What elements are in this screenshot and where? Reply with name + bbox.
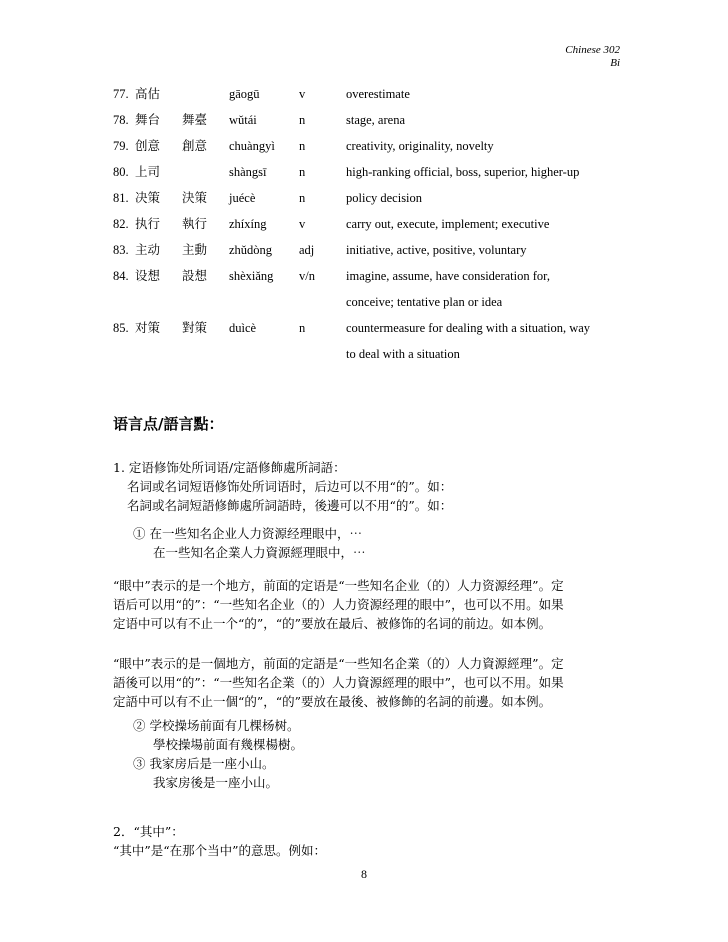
vocab-definition-continued: to deal with a situation <box>346 347 460 361</box>
vocab-simplified: 设想 <box>135 268 161 283</box>
vocab-definition: imagine, assume, have consideration for, <box>346 269 550 283</box>
vocab-simplified: 主动 <box>135 242 161 257</box>
author-name: Bi <box>610 57 620 69</box>
vocab-row <box>113 138 633 164</box>
vocab-part-of-speech: v <box>299 87 306 101</box>
vocab-row <box>113 112 633 138</box>
vocab-traditional: 主動 <box>182 242 208 257</box>
vocab-definition: overestimate <box>346 87 410 101</box>
vocab-simplified: 舞台 <box>135 112 161 127</box>
course-name: Chinese 302 <box>565 44 620 56</box>
paragraph-line: “眼中”表示的是一個地方，前面的定語是“一些知名企業（的）人力資源經理”。定 <box>113 656 564 671</box>
vocab-row <box>113 190 633 216</box>
vocab-number: 83. <box>113 243 129 257</box>
example-sentence-simplified: ② 学校操场前面有几棵杨树。 <box>133 718 300 733</box>
grammar-explanation-simplified: 名词或名词短语修饰处所词语时，后边可以不用“的”。如： <box>127 479 453 494</box>
vocab-traditional: 創意 <box>182 138 208 153</box>
grammar-point-2 <box>113 822 633 860</box>
vocab-pinyin: shèxiǎng <box>229 269 274 283</box>
vocab-definition-continued: conceive; tentative plan or idea <box>346 295 503 309</box>
examples-2-3 <box>113 716 633 792</box>
paragraph-line: 定語中可以有不止一個“的”，“的”要放在最後、被修飾的名詞的前邊。如本例。 <box>113 694 552 709</box>
vocab-pinyin: duìcè <box>229 321 257 335</box>
vocab-simplified: 高估 <box>135 86 161 101</box>
vocab-part-of-speech: n <box>299 139 306 153</box>
vocab-row <box>113 268 633 294</box>
example-1 <box>113 524 633 562</box>
vocab-number: 81. <box>113 191 129 205</box>
vocab-pinyin: shàngsī <box>229 165 267 179</box>
example-sentence-traditional: 學校操場前面有幾棵楊樹。 <box>153 737 304 752</box>
vocab-definition: carry out, execute, implement; executive <box>346 217 550 231</box>
vocab-simplified: 创意 <box>135 138 161 153</box>
explanation-paragraph-traditional <box>113 654 633 711</box>
vocab-row-continuation <box>113 294 633 320</box>
vocab-traditional: 對策 <box>182 320 208 335</box>
vocab-part-of-speech: adj <box>299 243 315 257</box>
paragraph-line: 语后可以用“的”：“一些知名企业（的）人力资源经理的眼中”，也可以不用。如果 <box>113 597 564 612</box>
example-sentence-simplified: ③ 我家房后是一座小山。 <box>133 756 275 771</box>
vocab-pinyin: chuàngyì <box>229 139 275 153</box>
vocab-definition: countermeasure for dealing with a situation, way <box>346 321 591 335</box>
vocab-number: 77. <box>113 87 129 101</box>
vocab-part-of-speech: n <box>299 165 306 179</box>
example-sentence-simplified: ① 在一些知名企业人力资源经理眼中，⋯ <box>133 526 362 541</box>
vocab-definition: stage, arena <box>346 113 405 127</box>
vocab-traditional: 設想 <box>182 268 208 283</box>
paragraph-line: 語後可以用“的”：“一些知名企業（的）人力資源經理的眼中”，也可以不用。如果 <box>113 675 564 690</box>
vocab-number: 80. <box>113 165 129 179</box>
vocabulary-list <box>113 86 633 372</box>
vocab-simplified: 决策 <box>135 190 161 205</box>
grammar-explanation-traditional: 名詞或名詞短語修飾處所詞語時，後邊可以不用“的”。如： <box>127 498 453 513</box>
page-header <box>565 44 620 70</box>
vocab-number: 82. <box>113 217 129 231</box>
vocab-pinyin: zhǔdòng <box>229 243 273 257</box>
vocab-pinyin: juécè <box>229 191 256 205</box>
vocab-simplified: 对策 <box>135 320 161 335</box>
vocab-row <box>113 242 633 268</box>
vocab-simplified: 上司 <box>135 164 161 179</box>
page-number: 8 <box>361 867 367 881</box>
vocab-pinyin: gāogū <box>229 87 260 101</box>
vocab-number: 84. <box>113 269 129 283</box>
vocab-definition: initiative, active, positive, voluntary <box>346 243 527 257</box>
vocab-row <box>113 164 633 190</box>
vocab-definition: policy decision <box>346 191 423 205</box>
vocab-part-of-speech: v/n <box>299 269 315 283</box>
paragraph-line: “眼中”表示的是一个地方，前面的定语是“一些知名企业（的）人力资源经理”。定 <box>113 578 564 593</box>
vocab-traditional: 舞臺 <box>182 112 208 127</box>
vocab-part-of-speech: n <box>299 191 306 205</box>
vocab-number: 85. <box>113 321 129 335</box>
example-sentence-traditional: 在一些知名企業人力資源經理眼中，⋯ <box>153 545 366 560</box>
vocab-number: 78. <box>113 113 129 127</box>
vocab-number: 79. <box>113 139 129 153</box>
vocab-simplified: 执行 <box>135 216 161 231</box>
paragraph-line: 定语中可以有不止一个“的”，“的”要放在最后、被修饰的名词的前边。如本例。 <box>113 616 552 631</box>
grammar-explanation: “其中”是“在那个当中”的意思。例如： <box>113 843 327 858</box>
vocab-definition: creativity, originality, novelty <box>346 139 494 153</box>
grammar-point-heading: 1. 定语修饰处所词语/定語修飾處所詞語： <box>113 460 346 475</box>
vocab-part-of-speech: v <box>299 217 306 231</box>
example-sentence-traditional: 我家房後是一座小山。 <box>153 775 279 790</box>
vocab-part-of-speech: n <box>299 113 306 127</box>
vocab-part-of-speech: n <box>299 321 306 335</box>
vocab-pinyin: zhíxíng <box>229 217 267 231</box>
grammar-point-heading: 2．“其中”： <box>113 824 184 839</box>
explanation-paragraph-simplified <box>113 576 633 633</box>
vocab-row <box>113 86 633 112</box>
vocab-traditional: 執行 <box>182 216 208 231</box>
vocab-traditional: 決策 <box>182 190 208 205</box>
grammar-point-1 <box>113 458 633 515</box>
vocab-pinyin: wǔtái <box>229 113 257 127</box>
vocab-definition: high-ranking official, boss, superior, higher-up <box>346 165 580 179</box>
vocab-row-continuation <box>113 346 633 372</box>
section-title: 语言点/語言點： <box>113 415 224 433</box>
vocab-row <box>113 216 633 242</box>
vocab-row <box>113 320 633 346</box>
